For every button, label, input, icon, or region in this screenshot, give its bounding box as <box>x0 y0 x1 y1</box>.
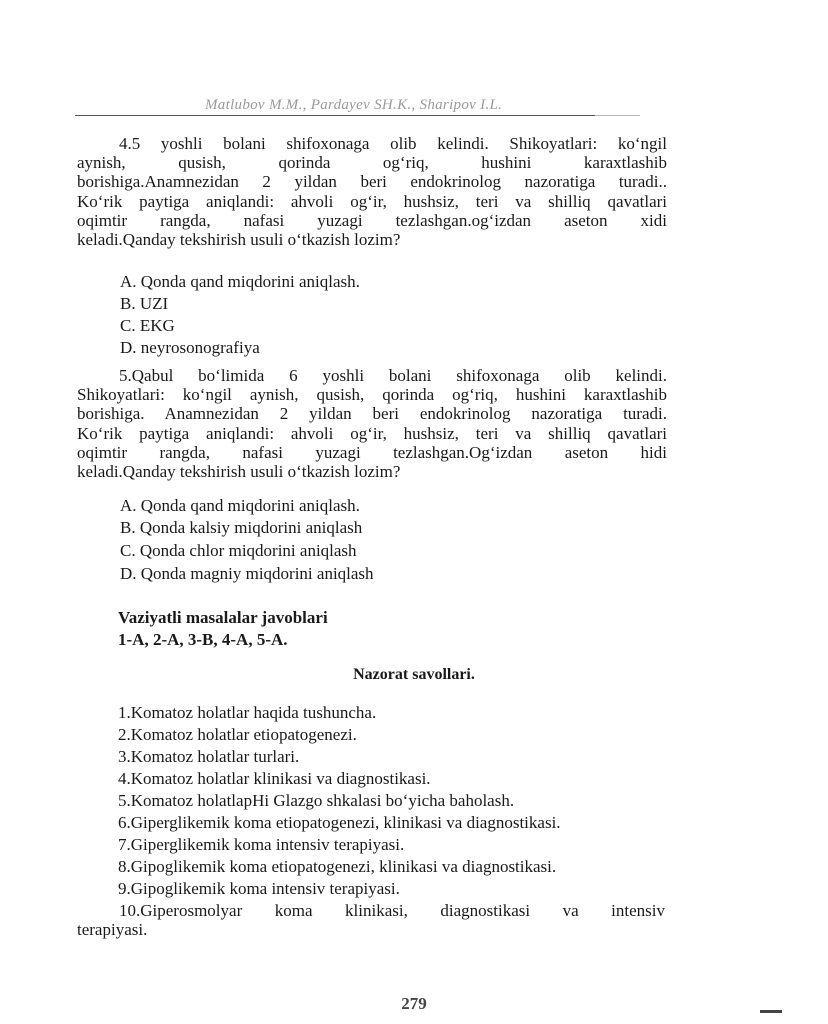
text-line: 5.Qabul bo‘limida 6 yoshli bolani shifoxonaga olib kelindi. <box>119 366 667 385</box>
question-item: 9.Gipoglikemik koma intensiv terapiyasi. <box>118 879 400 898</box>
case-4-option-b: B. UZI <box>120 294 169 313</box>
answers-title: Vaziyatli masalalar javoblari <box>118 608 328 627</box>
question-item: 5.Komatoz holatlapHi Glazgo shkalasi bo‘yicha baholash. <box>118 791 515 810</box>
question-item: 8.Gipoglikemik koma etiopatogenezi, klinikasi va diagnostikasi. <box>118 857 557 876</box>
case-4-option-d: D. neyrosonografiya <box>120 338 260 357</box>
case-4-option-a: A. Qonda qand miqdorini aniqlash. <box>120 272 360 291</box>
answers-text: 1-A, 2-A, 3-B, 4-A, 5-A. <box>118 630 288 649</box>
question-item: 4.Komatoz holatlar klinikasi va diagnostikasi. <box>118 769 431 788</box>
text-line: borishiga.Anamnezidan 2 yildan beri endokrinolog nazoratiga turadi.. <box>77 172 667 192</box>
text-line: Ko‘rik paytiga aniqlandi: ahvoli og‘ir, hushsiz, teri va shilliq qavatlari <box>77 191 667 211</box>
scan-mark <box>760 1010 782 1013</box>
text-line: Ko‘rik paytiga aniqlandi: ahvoli og‘ir, hushsiz, teri va shilliq qavatlari <box>77 423 667 443</box>
text-line: 4.5 yoshli bolani shifoxonaga olib kelindi. Shikoyatlari: ko‘ngil <box>119 134 667 153</box>
text-line: terapiyasi. <box>77 920 148 940</box>
header-rule-faded <box>595 115 640 116</box>
case-5-option-a: A. Qonda qand miqdorini aniqlash. <box>120 496 360 515</box>
question-item: 2.Komatoz holatlar etiopatogenezi. <box>118 725 357 744</box>
question-item: 1.Komatoz holatlar haqida tushuncha. <box>118 703 377 722</box>
text-line: keladi.Qanday tekshirish usuli o‘tkazish lozim? <box>77 461 401 481</box>
question-item: 7.Giperglikemik koma intensiv terapiyasi. <box>118 835 405 854</box>
case-4-option-c: C. EKG <box>120 316 175 335</box>
case-5-text <box>77 366 667 481</box>
text-line: oqimtir rangda, nafasi yuzagi tezlashgan.og‘izdan aseton xidi <box>77 210 667 230</box>
text-line: borishiga. Anamnezidan 2 yildan beri endokrinolog nazoratiga turadi. <box>77 404 667 424</box>
case-5-option-b: B. Qonda kalsiy miqdorini aniqlash <box>120 518 363 537</box>
header-rule <box>75 115 595 116</box>
question-item: 6.Giperglikemik koma etiopatogenezi, klinikasi va diagnostikasi. <box>118 813 561 832</box>
question-item-10 <box>77 901 665 939</box>
control-questions-title: Nazorat savollari. <box>353 666 475 683</box>
text-line: oqimtir rangda, nafasi yuzagi tezlashgan.Og‘izdan aseton hidi <box>77 442 667 462</box>
text-line: keladi.Qanday tekshirish usuli o‘tkazish lozim? <box>77 229 401 249</box>
question-item: 3.Komatoz holatlar turlari. <box>118 747 300 766</box>
case-5-option-d: D. Qonda magniy miqdorini aniqlash <box>120 564 374 583</box>
running-header: Matlubov M.M., Pardayev SH.K., Sharipov I.L. <box>205 97 503 113</box>
text-line: 10.Giperosmolyar koma klinikasi, diagnostikasi va intensiv <box>119 901 665 920</box>
page-number: 279 <box>401 994 427 1013</box>
text-line: aynish, qusish, qorinda og‘riq, hushini karaxtlashib <box>77 153 667 173</box>
case-5-option-c: C. Qonda chlor miqdorini aniqlash <box>120 541 357 560</box>
case-4-text <box>77 134 667 249</box>
text-line: Shikoyatlari: ko‘ngil aynish, qusish, qorinda og‘riq, hushini karaxtlashib <box>77 385 667 405</box>
